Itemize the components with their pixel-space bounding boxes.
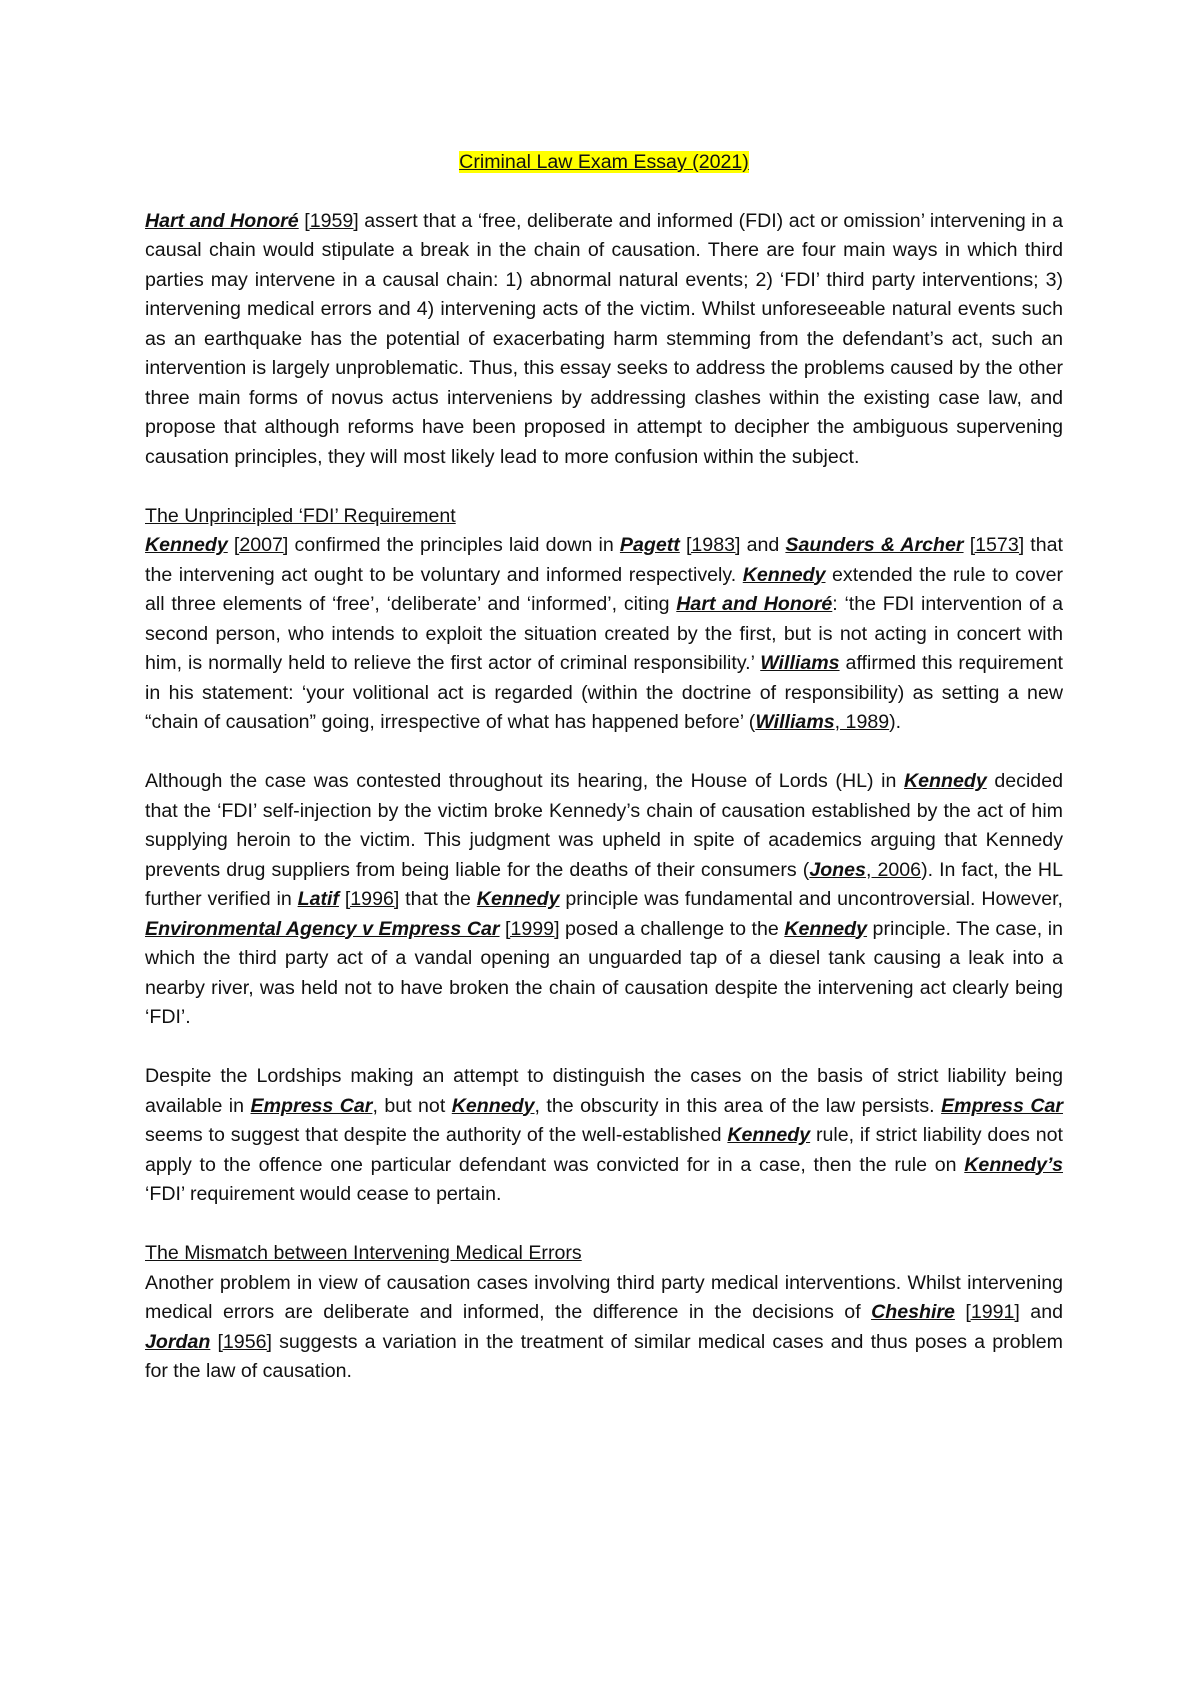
- text-run: principle. The case, in which the third party act of a vandal opening an unguarded tap of a diesel tank causing a leak into a nearby river, was held not to have broken the chain of causation despite the intervening act clearly being ‘FDI’.: [145, 917, 1063, 1028]
- text-run: principle was fundamental and uncontroversial. However,: [559, 888, 1063, 910]
- paragraph-house-of-lords: [145, 767, 1063, 1033]
- document-page: [145, 148, 1063, 1387]
- case-citation: Hart and Honoré: [145, 209, 299, 232]
- text-run: and: [1019, 1301, 1063, 1323]
- case-citation: Empress Car: [250, 1094, 373, 1117]
- citation-year: [1956]: [217, 1330, 272, 1353]
- case-citation: Kennedy: [145, 534, 228, 556]
- citation-year: [2007]: [233, 534, 289, 556]
- title-text: Criminal Law Exam Essay (2021): [459, 151, 749, 173]
- text-run: that the: [399, 888, 477, 910]
- text-run: assert that a ‘free, deliberate and informed (FDI) act or omission’ intervening in a causal chain would stipulate a break in the chain of causation. There are four main ways in which third parties may intervene in a causal chain: 1) abnormal natural events; 2) ‘FDI’ third party interventions; 3) intervening medical errors and 4) intervening acts of the victim. Whilst unforeseeable natural events such as an earthquake has the potential of exacerbating harm stemming from the defendant’s act, such an intervention is largely unproblematic. Thus, this essay seeks to address the problems caused by the other three main forms of novus actus interveniens by addressing clashes within the existing case law, and propose that although reforms have been proposed in attempt to decipher the ambiguous supervening causation principles, they will most likely lead to more confusion within the subject.: [145, 209, 1063, 468]
- paragraph-empress-car: [145, 1062, 1063, 1210]
- paragraph-gap: [145, 472, 1063, 502]
- text-run: affirmed this requirement in his statement: ‘your volitional act is regarded (within the doctrine of responsibility) as setting a new “chain of causation” going, irrespective of what has happened before’ (: [145, 652, 1063, 733]
- text-run: ). In fact, the HL further verified in: [145, 858, 1063, 910]
- text-run: Although the case was contested throughout its hearing, the House of Lords (HL) in: [145, 770, 904, 792]
- case-citation: Kennedy: [727, 1124, 811, 1146]
- case-citation: Kennedy’s: [964, 1153, 1063, 1176]
- text-run: suggests a variation in the treatment of similar medical cases and thus poses a problem for the law of causation.: [145, 1330, 1063, 1382]
- case-citation: Jordan: [145, 1330, 211, 1353]
- paragraph-kennedy-principles: [145, 531, 1063, 738]
- paragraph-gap: [145, 1210, 1063, 1240]
- case-citation: Kennedy: [904, 770, 987, 792]
- citation-year: [1991]: [965, 1301, 1020, 1323]
- text-run: confirmed the principles laid down in: [288, 534, 620, 556]
- text-run: : ‘the FDI intervention of a second person, who intends to exploit the situation created by the first, but is not acting in concert with him, is normally held to relieve the first actor of criminal responsibility.’: [145, 593, 1063, 674]
- text-run: extended the rule to cover all three elements of ‘free’, ‘deliberate’ and ‘informed’, citing: [145, 563, 1064, 615]
- case-citation: Jones: [809, 858, 866, 881]
- case-citation: Environmental Agency v Empress Car: [145, 917, 500, 940]
- citation-year: [1983]: [685, 534, 741, 556]
- text-run: and: [740, 534, 786, 556]
- text-run: Another problem in view of causation cases involving third party medical interventions. Whilst intervening medical errors are deliberate and informed, the difference in the decisions of: [145, 1271, 1063, 1323]
- citation-year: [1996]: [344, 888, 400, 910]
- paragraph-gap: [145, 738, 1063, 768]
- paragraph-medical-errors: [145, 1269, 1063, 1387]
- case-citation: Kennedy: [451, 1094, 535, 1117]
- paragraph-intro: [145, 207, 1063, 473]
- text-run: that the intervening act ought to be voluntary and informed respectively.: [145, 534, 1063, 586]
- case-citation: Cheshire: [871, 1301, 955, 1323]
- case-citation: Kennedy: [742, 563, 826, 586]
- case-citation: Hart and Honoré: [676, 593, 833, 615]
- case-citation: Williams: [755, 711, 835, 733]
- citation-year: , 2006: [865, 858, 922, 881]
- text-run: , but not: [372, 1094, 452, 1117]
- case-citation: Williams: [760, 652, 840, 674]
- text-run: ).: [889, 711, 902, 733]
- case-citation: Saunders & Archer: [785, 534, 964, 556]
- case-citation: Pagett: [619, 534, 680, 556]
- text-run: Despite the Lordships making an attempt to distinguish the cases on the basis of strict liability being available in: [145, 1065, 1063, 1117]
- case-citation: Empress Car: [941, 1094, 1063, 1117]
- section-heading-medical-errors: The Mismatch between Intervening Medical Errors: [145, 1242, 582, 1264]
- citation-year: [1959]: [304, 209, 359, 232]
- text-run: ‘FDI’ requirement would cease to pertain.: [145, 1183, 502, 1205]
- citation-year: [1573]: [969, 534, 1025, 556]
- text-run: , the obscurity in this area of the law persists.: [534, 1094, 942, 1117]
- section-heading-fdi: The Unprincipled ‘FDI’ Requirement: [145, 504, 456, 527]
- citation-year: , 1989: [834, 711, 890, 733]
- case-citation: Latif: [297, 888, 339, 910]
- text-run: [955, 1301, 965, 1323]
- text-run: posed a challenge to the: [559, 917, 785, 940]
- case-citation: Kennedy: [784, 917, 868, 940]
- text-run: rule, if strict liability does not apply to the offence one particular defendant was convicted for in a case, then the rule on: [145, 1124, 1063, 1176]
- text-run: seems to suggest that despite the authority of the well-established: [145, 1124, 728, 1146]
- paragraph-gap: [145, 1033, 1063, 1063]
- text-run: decided that the ‘FDI’ self-injection by the victim broke Kennedy’s chain of causation established by the act of him supplying heroin to the victim. This judgment was upheld in spite of academics arguing that Kennedy prevents drug suppliers from being liable for the deaths of their consumers (: [145, 770, 1063, 881]
- document-title: [145, 148, 1063, 178]
- case-citation: Kennedy: [476, 888, 560, 910]
- citation-year: [1999]: [505, 917, 560, 940]
